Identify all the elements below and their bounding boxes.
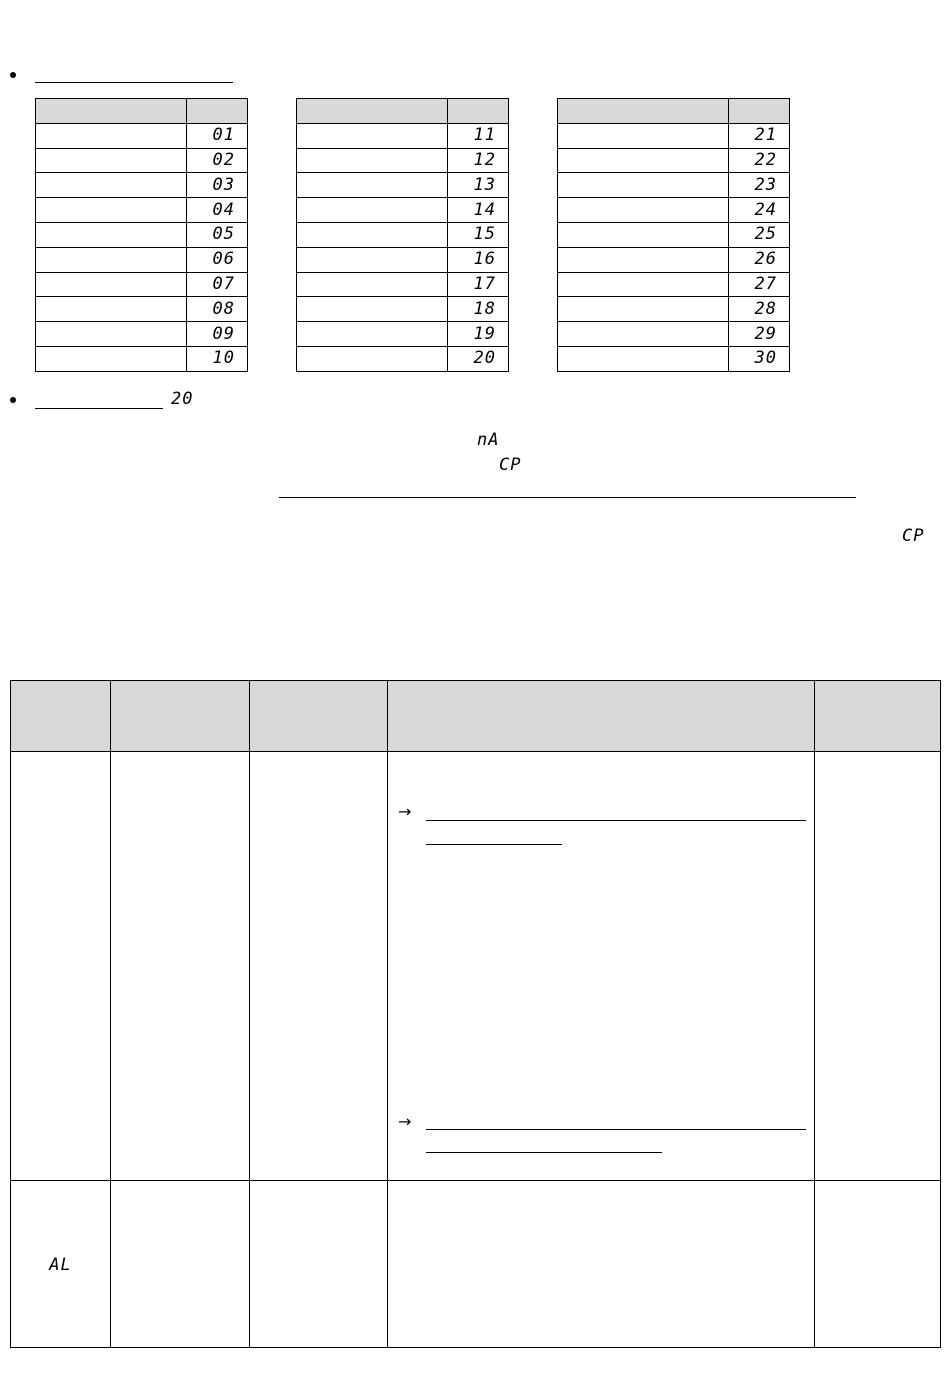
arrow-right-icon: → — [398, 1112, 412, 1131]
table-row — [297, 173, 509, 198]
table-row — [558, 123, 790, 148]
bullet-1 — [10, 72, 16, 78]
table-row — [297, 123, 509, 148]
code-value: 01 — [187, 123, 248, 148]
code-cell — [11, 1181, 111, 1348]
table-row — [36, 247, 248, 272]
table-row — [558, 297, 790, 322]
code-value: 21 — [729, 123, 790, 148]
note-underline — [279, 497, 856, 498]
table-row — [11, 1181, 941, 1348]
table-header-row — [11, 681, 941, 752]
table-row — [558, 222, 790, 247]
code-value: 14 — [448, 198, 509, 223]
table-row — [36, 297, 248, 322]
table-row — [297, 272, 509, 297]
table-row — [558, 272, 790, 297]
code-value: 20 — [448, 346, 509, 371]
code-value: 11 — [448, 123, 509, 148]
table-row — [297, 297, 509, 322]
code-value: 10 — [187, 346, 248, 371]
value-display: 20 — [171, 389, 194, 409]
code-value: 24 — [729, 198, 790, 223]
code-table-3 — [557, 98, 790, 372]
display-code-cp-2: CP — [902, 526, 925, 546]
code-value: 26 — [729, 247, 790, 272]
table-row — [36, 272, 248, 297]
table-row — [36, 322, 248, 347]
code-value: 05 — [187, 222, 248, 247]
main-table — [10, 680, 941, 1348]
bullet-2 — [10, 397, 16, 403]
code-value: 23 — [729, 173, 790, 198]
display-code-na: nA — [477, 430, 500, 450]
code-value: 25 — [729, 222, 790, 247]
code-value: 29 — [729, 322, 790, 347]
code-value: 30 — [729, 346, 790, 371]
description-cell — [388, 752, 815, 1181]
text-underline — [426, 1152, 662, 1153]
table-row — [297, 198, 509, 223]
heading-underline-2 — [35, 408, 163, 409]
table-row — [558, 148, 790, 173]
table-row — [36, 148, 248, 173]
code-table-1 — [35, 98, 248, 372]
table-row — [297, 322, 509, 347]
table-row — [558, 198, 790, 223]
code-value: 22 — [729, 148, 790, 173]
table-row — [558, 247, 790, 272]
display-code-cp: CP — [499, 455, 522, 475]
code-value: 28 — [729, 297, 790, 322]
text-underline — [426, 1129, 806, 1130]
table-row — [297, 222, 509, 247]
table-row — [11, 752, 941, 1181]
code-value: 02 — [187, 148, 248, 173]
code-value: 07 — [187, 272, 248, 297]
table-row — [558, 346, 790, 371]
text-underline — [426, 820, 806, 821]
code-value: 18 — [448, 297, 509, 322]
code-value: 15 — [448, 222, 509, 247]
heading-underline-1 — [35, 82, 233, 83]
table-row — [36, 346, 248, 371]
table-row — [36, 222, 248, 247]
code-table-2 — [296, 98, 509, 372]
code-value: 17 — [448, 272, 509, 297]
table-row — [36, 198, 248, 223]
table-row — [36, 173, 248, 198]
table-row — [297, 247, 509, 272]
code-value: 19 — [448, 322, 509, 347]
display-code-al: AL — [49, 1254, 72, 1275]
arrow-right-icon: → — [398, 802, 412, 821]
table-row — [558, 322, 790, 347]
code-value: 04 — [187, 198, 248, 223]
code-value: 12 — [448, 148, 509, 173]
code-value: 27 — [729, 272, 790, 297]
table-row — [558, 173, 790, 198]
code-value: 08 — [187, 297, 248, 322]
table-row — [36, 123, 248, 148]
text-underline — [426, 844, 562, 845]
code-value: 03 — [187, 173, 248, 198]
code-value: 09 — [187, 322, 248, 347]
table-row — [297, 148, 509, 173]
table-row — [297, 346, 509, 371]
code-value: 16 — [448, 247, 509, 272]
code-value: 06 — [187, 247, 248, 272]
code-value: 13 — [448, 173, 509, 198]
